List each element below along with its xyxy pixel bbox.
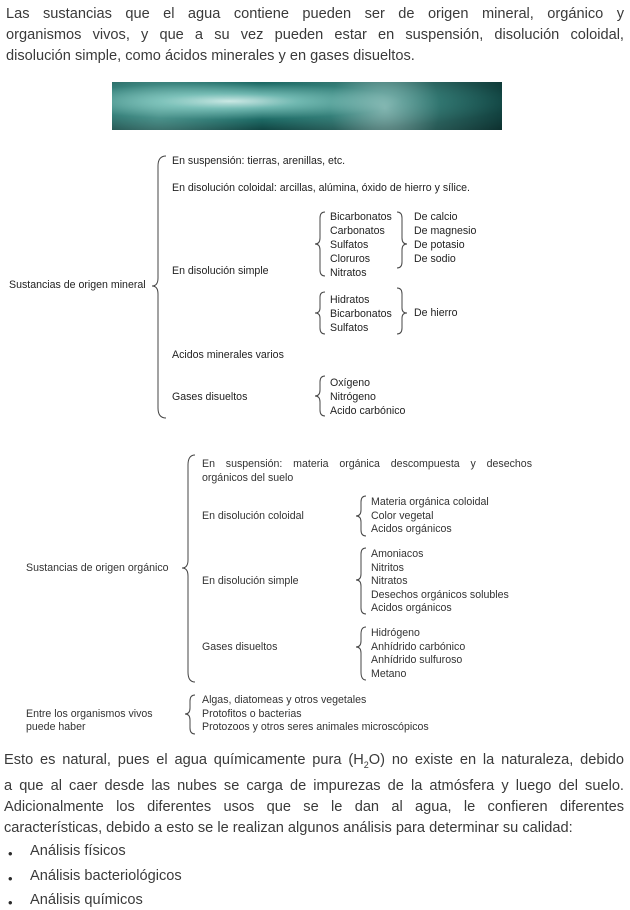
- bullet-item-2: Análisis bacteriológicos: [30, 868, 182, 884]
- list-item: Materia orgánica coloidal: [371, 496, 489, 508]
- organico-simple-label: En disolución simple: [202, 575, 299, 587]
- list-item: Sulfatos: [330, 322, 369, 334]
- mineral-gases-label: Gases disueltos: [172, 391, 248, 403]
- mineral-group1-left: [330, 210, 392, 280]
- list-item: Color vegetal: [371, 509, 434, 522]
- outro-line-4: características, debido a esto se le realizan algunos análisis para determinar su calidad:: [4, 819, 573, 836]
- outro-line-1: [4, 750, 624, 776]
- list-item: Carbonatos: [330, 225, 385, 237]
- organico-root-label: Sustancias de origen orgánico: [26, 562, 169, 574]
- mineral-suspension: En suspensión: tierras, arenillas, etc.: [172, 155, 346, 167]
- organico-suspension-line-2: orgánicos del suelo: [202, 472, 294, 484]
- list-item: Bicarbonatos: [330, 308, 392, 320]
- mineral-gases-brace: [315, 376, 325, 416]
- list-item: Bicarbonatos: [330, 211, 392, 223]
- outro-paragraph: [4, 750, 624, 839]
- list-item: De potasio: [414, 239, 465, 251]
- outro-line-1-a: Esto es natural, pues el agua químicamente pura (H: [4, 752, 364, 768]
- list-item: Algas, diatomeas y otros vegetales: [202, 694, 367, 706]
- organico-simple-brace: [356, 548, 366, 614]
- outro-line-1-sub: 2: [363, 759, 369, 770]
- mineral-group1-right: [414, 210, 476, 266]
- organico-suspension-line-1: En suspensión: materia orgánica descompuesta y desechos: [202, 458, 532, 470]
- intro-line-1: Las sustancias que el agua contiene pueden ser de origen mineral, orgánico y: [6, 6, 624, 22]
- mineral-simple-label: En disolución simple: [172, 265, 269, 277]
- mineral-coloidal: En disolución coloidal: arcillas, alúmina, óxido de hierro y sílice.: [172, 182, 470, 194]
- mineral-gases-items: [330, 376, 405, 418]
- organico-gases-label: Gases disueltos: [202, 641, 278, 653]
- bullet-icon: •: [8, 846, 13, 861]
- vivos-items: [202, 694, 429, 735]
- list-item: Desechos orgánicos solubles: [371, 588, 509, 601]
- vivos-brace: [185, 695, 195, 734]
- vivos-root-label: [26, 708, 153, 734]
- intro-paragraph: [6, 4, 624, 67]
- mineral-simple-brace-2: [315, 292, 325, 334]
- intro-line-3: disolución simple, como ácidos minerales y en gases disueltos.: [6, 48, 415, 64]
- water-banner-image: [112, 82, 502, 130]
- mineral-simple-brace-1: [315, 212, 325, 276]
- list-item: Acido carbónico: [330, 405, 406, 417]
- mineral-acidos: Acidos minerales varios: [172, 349, 284, 361]
- bullet-icon: •: [8, 895, 13, 910]
- list-item: Oxígeno: [330, 377, 371, 389]
- intro-line-2: organismos vivos, y que a su vez pueden estar en suspensión, disolución coloidal,: [6, 27, 624, 43]
- list-item: Anhídrido carbónico: [371, 640, 466, 653]
- list-item: Acidos orgánicos: [371, 523, 452, 535]
- list-item: Sulfatos: [330, 239, 369, 251]
- list-item: De magnesio: [414, 225, 477, 237]
- list-item: De calcio: [414, 211, 458, 223]
- bullet-icon: •: [8, 871, 13, 886]
- list-item: Metano: [371, 667, 407, 680]
- mineral-root-label: Sustancias de origen mineral: [9, 279, 146, 291]
- organico-root-brace: [182, 455, 195, 682]
- list-item: Acidos orgánicos: [371, 602, 452, 614]
- organico-coloidal-brace: [356, 496, 366, 536]
- list-item: Nitratos: [330, 267, 367, 279]
- outro-line-1-b: O) no existe en la naturaleza, debido: [368, 752, 624, 768]
- list-item: Protofitos o bacterias: [202, 707, 302, 720]
- list-item: Cloruros: [330, 253, 371, 265]
- vivos-root-line-2: puede haber: [26, 721, 86, 733]
- organico-gases-items: [371, 627, 465, 681]
- list-item: Nitrógeno: [330, 391, 376, 403]
- list-item: Nitritos: [371, 561, 404, 574]
- organico-coloidal-label: En disolución coloidal: [202, 510, 304, 522]
- mineral-simple-brace-2-right: [397, 288, 407, 334]
- list-item: Nitratos: [371, 575, 408, 587]
- list-item: Protozoos y otros seres animales microscópicos: [202, 721, 429, 733]
- organico-simple-items: [371, 548, 509, 616]
- outro-line-3: Adicionalmente los diferentes usos que se le dan al agua, le confieren diferentes: [4, 798, 624, 815]
- list-item: Hidratos: [330, 294, 370, 306]
- vivos-root-line-1: Entre los organismos vivos: [26, 708, 153, 720]
- mineral-root-brace: [152, 156, 166, 418]
- list-item: Anhídrido sulfuroso: [371, 654, 463, 666]
- organico-coloidal-items: [371, 496, 489, 537]
- bullet-item-1: Análisis físicos: [30, 843, 126, 859]
- mineral-group2-right: De hierro: [414, 307, 458, 319]
- organico-gases-brace: [356, 627, 366, 680]
- organico-suspension: [202, 457, 532, 485]
- list-item: De sodio: [414, 253, 456, 265]
- outro-line-2: a que al caer desde las nubes se carga de impurezas de la atmósfera y luego del suelo.: [4, 777, 624, 794]
- list-item: Amoniacos: [371, 548, 424, 560]
- mineral-simple-brace-1-right: [397, 212, 407, 268]
- bullet-item-3: Análisis químicos: [30, 892, 143, 908]
- mineral-group2-left: [330, 293, 392, 335]
- list-item: Hidrógeno: [371, 627, 420, 639]
